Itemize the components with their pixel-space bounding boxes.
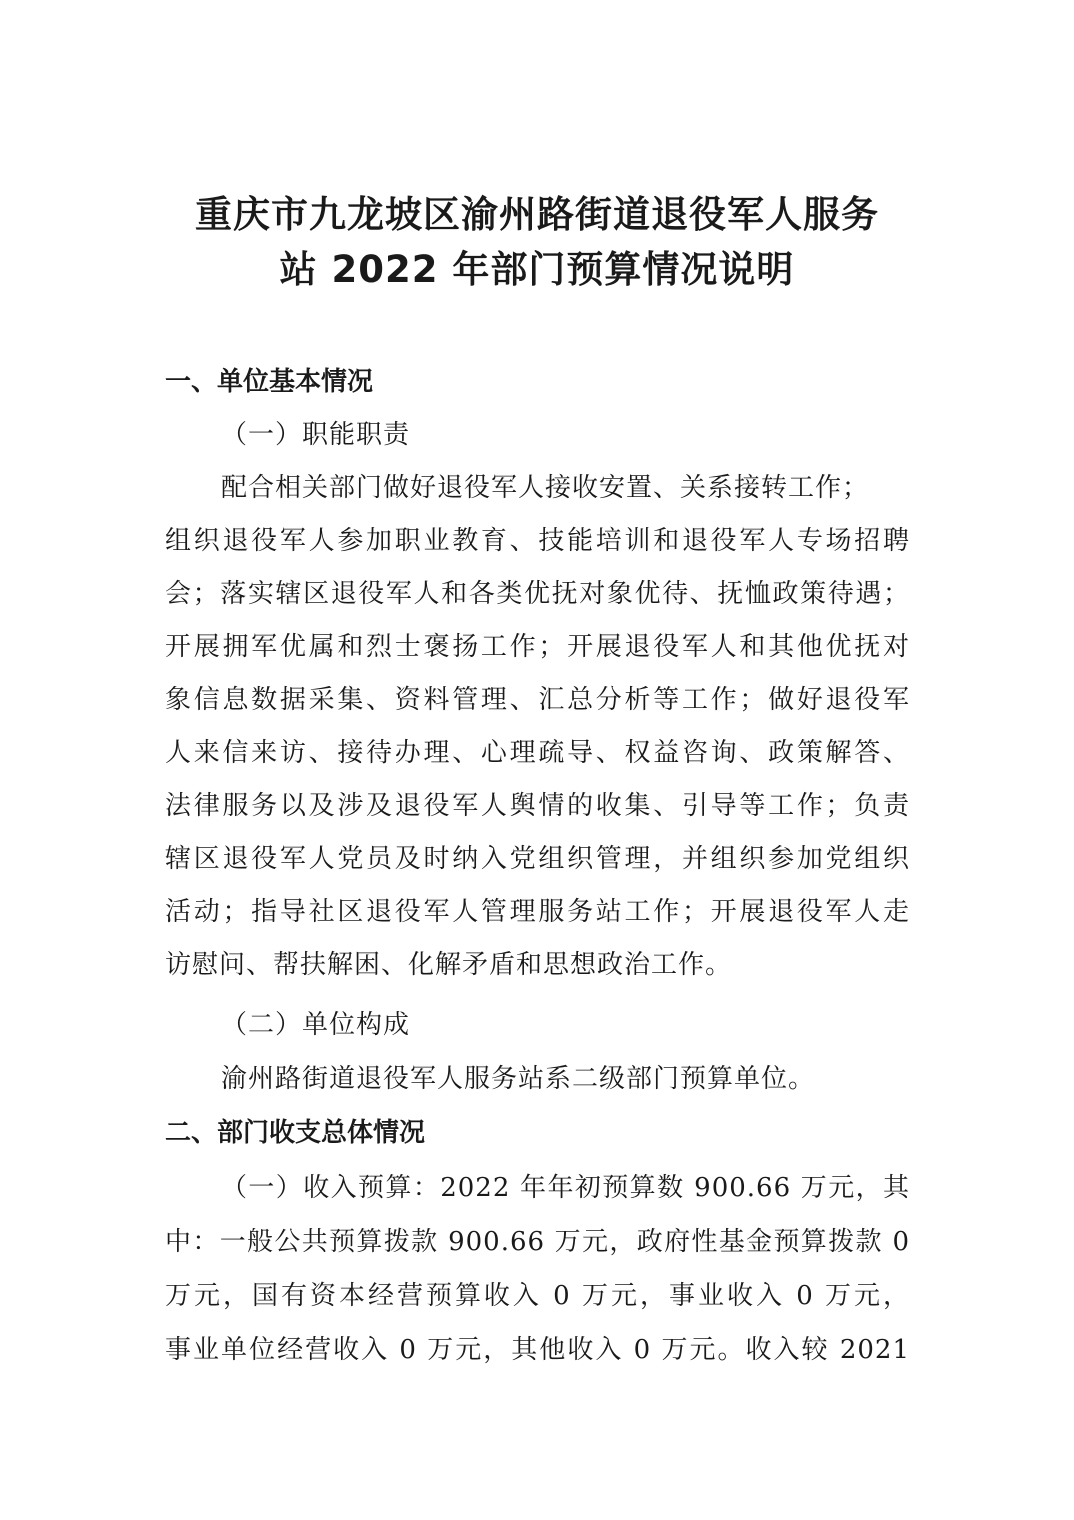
section-1-heading: 一、单位基本情况 bbox=[165, 367, 374, 397]
subsection-duties-heading: （一）职能职责 bbox=[221, 420, 411, 450]
paragraph-line: 开展拥军优属和烈士褒扬工作；开展退役军人和其他优抚对 bbox=[165, 632, 910, 662]
paragraph-line: （一）收入预算：2022 年年初预算数 900.66 万元，其 bbox=[221, 1173, 910, 1203]
document-title-line-2: 站 2022 年部门预算情况说明 bbox=[279, 248, 795, 291]
paragraph-line: 访慰问、帮扶解困、化解矛盾和思想政治工作。 bbox=[165, 950, 733, 980]
paragraph-line: 辖区退役军人党员及时纳入党组织管理，并组织参加党组织 bbox=[165, 844, 910, 874]
section-2-heading: 二、部门收支总体情况 bbox=[165, 1118, 426, 1148]
paragraph-line: 中：一般公共预算拨款 900.66 万元，政府性基金预算拨款 0 bbox=[165, 1227, 910, 1257]
paragraph-line: 万元，国有资本经营预算收入 0 万元，事业收入 0 万元， bbox=[165, 1281, 910, 1311]
paragraph-line: 会；落实辖区退役军人和各类优抚对象优待、抚恤政策待遇； bbox=[165, 579, 910, 609]
paragraph-line: 人来信来访、接待办理、心理疏导、权益咨询、政策解答、 bbox=[165, 738, 910, 768]
document-title-line-1: 重庆市九龙坡区渝州路街道退役军人服务 bbox=[195, 193, 879, 236]
composition-text: 渝州路街道退役军人服务站系二级部门预算单位。 bbox=[221, 1064, 816, 1094]
paragraph-line: 活动；指导社区退役军人管理服务站工作；开展退役军人走 bbox=[165, 897, 910, 927]
paragraph-line: 法律服务以及涉及退役军人舆情的收集、引导等工作；负责 bbox=[165, 791, 910, 821]
paragraph-line: 象信息数据采集、资料管理、汇总分析等工作；做好退役军 bbox=[165, 685, 910, 715]
paragraph-line: 配合相关部门做好退役军人接收安置、关系接转工作； bbox=[221, 473, 870, 503]
paragraph-line: 事业单位经营收入 0 万元，其他收入 0 万元。收入较 2021 bbox=[165, 1335, 910, 1365]
subsection-composition-heading: （二）单位构成 bbox=[221, 1010, 411, 1040]
paragraph-line: 组织退役军人参加职业教育、技能培训和退役军人专场招聘 bbox=[165, 526, 910, 556]
